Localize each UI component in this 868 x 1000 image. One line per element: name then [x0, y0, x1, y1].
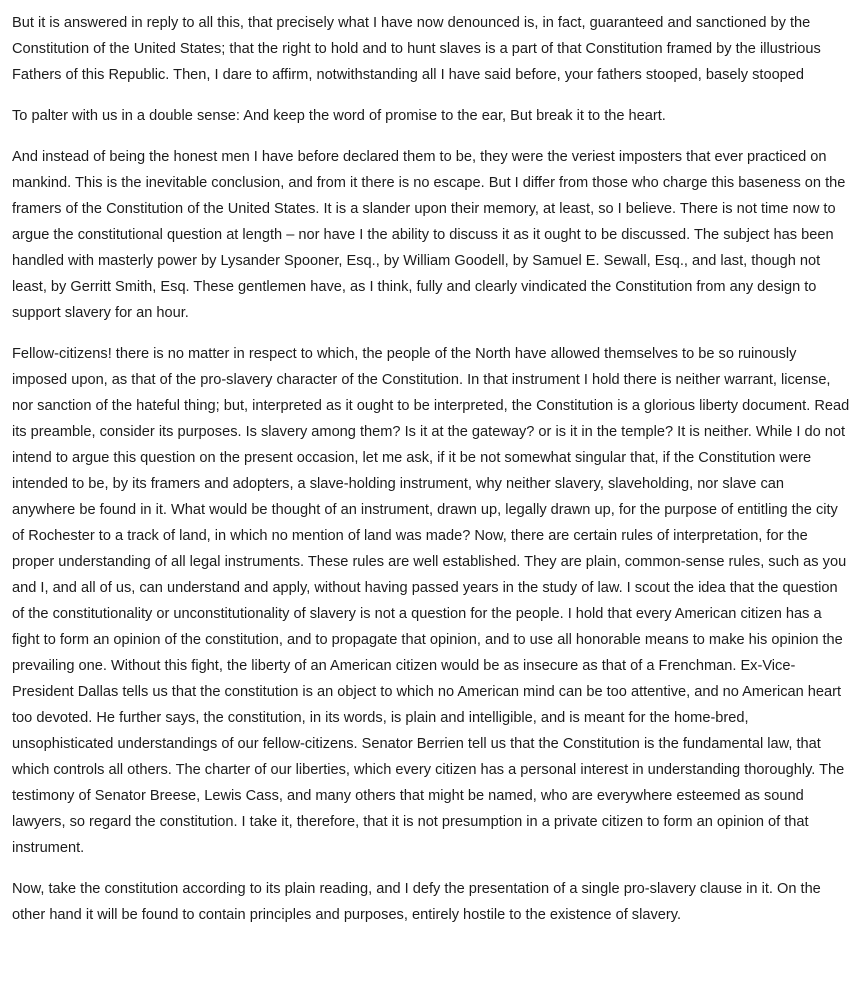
paragraph-3: And instead of being the honest men I have before declared them to be, they were the veriest imposters that ever practiced on mankind. This is the inevitable conclusion, and from it there is no escape. But I differ from those who charge this baseness on the framers of the Constitution of the United States. It is a slander upon their memory, at least, so I believe. There is not time now to argue the constitutional question at length – nor have I the ability to discuss it as it ought to be discussed. The subject has been handled with masterly power by Lysander Spooner, Esq., by William Goodell, by Samuel E. Sewall, Esq., and last, though not least, by Gerritt Smith, Esq. These gentlemen have, as I think, fully and clearly vindicated the Constitution from any design to support slavery for an hour.	[12, 149, 846, 321]
paragraph-5: Now, take the constitution according to its plain reading, and I defy the presentation of a single pro-slavery clause in it. On the other hand it will be found to contain principles and purposes, entirely hostile to the existence of slavery.	[12, 881, 821, 923]
paragraph-4: Fellow-citizens! there is no matter in respect to which, the people of the North have allowed themselves to be so ruinously imposed upon, as that of the pro-slavery character of the Constitution. In that instrument I hold there is neither warrant, license, nor sanction of the hateful thing; but, interpreted as it ought to be interpreted, the Constitution is a glorious liberty document. Read its preamble, consider its purposes. Is slavery among them? Is it at the gateway? or is it in the temple? It is neither. While I do not intend to argue this question on the present occasion, let me ask, if it be not somewhat singular that, if the Constitution were intended to be, by its framers and adopters, a slave-holding instrument, why neither slavery, slaveholding, nor slave can anywhere be found in it. What would be thought of an instrument, drawn up, legally drawn up, for the purpose of entitling the city of Rochester to a track of land, in which no mention of land was made? Now, there are certain rules of interpretation, for the proper understanding of all legal instruments. These rules are well established. They are plain, common-sense rules, such as you and I, and all of us, can understand and apply, without having passed years in the study of law. I scout the idea that the question of the constitutionality or unconstitutionality of slavery is not a question for the people. I hold that every American citizen has a fight to form an opinion of the constitution, and to propagate that opinion, and to use all honorable means to make his opinion the prevailing one. Without this fight, the liberty of an American citizen would be as insecure as that of a Frenchman. Ex-Vice-President Dallas tells us that the constitution is an object to which no American mind can be too attentive, and no American heart too devoted. He further says, the constitution, in its words, is plain and intelligible, and is meant for the home-bred, unsophisticated understandings of our fellow-citizens. Senator Berrien tell us that the Constitution is the fundamental law, that which controls all others. The charter of our liberties, which every citizen has a personal interest in understanding thoroughly. The testimony of Senator Breese, Lewis Cass, and many others that might be named, who are everywhere esteemed as sound lawyers, so regard the constitution. I take it, therefore, that it is not presumption in a private citizen to form an opinion of that instrument.	[12, 346, 850, 856]
paragraph-2: To palter with us in a double sense: And keep the word of promise to the ear, But break it to the heart.	[12, 108, 666, 124]
paragraph-1: But it is answered in reply to all this, that precisely what I have now denounced is, in fact, guaranteed and sanctioned by the Constitution of the United States; that the right to hold and to hunt slaves is a part of that Constitution framed by the illustrious Fathers of this Republic. Then, I dare to affirm, notwithstanding all I have said before, your fathers stooped, basely stooped	[12, 15, 821, 83]
